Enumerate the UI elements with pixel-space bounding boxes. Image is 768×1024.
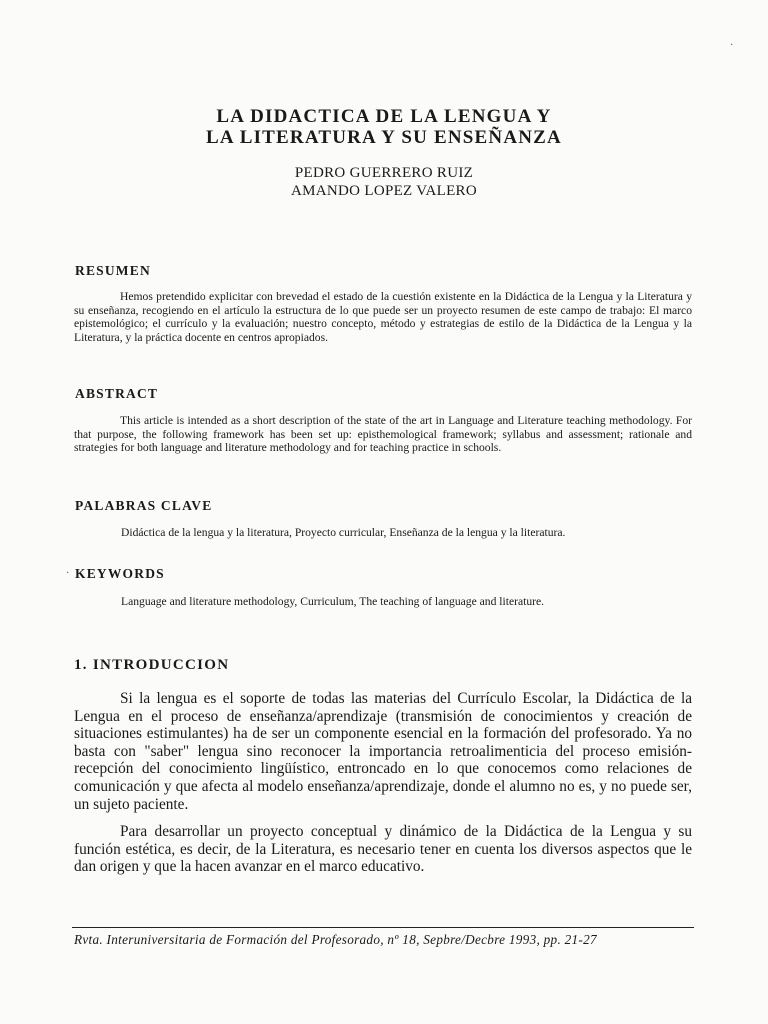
keywords-text: Language and literature methodology, Curriculum, The teaching of language and literature. [121,595,545,608]
article-title [0,106,768,148]
journal-citation: Rvta. Interuniversitaria de Formación del Profesorado, nº 18, Sepbre/Decbre 1993, pp. 21-27 [74,932,597,947]
author-name: AMANDO LOPEZ VALERO [291,183,477,199]
resumen-text: Hemos pretendido explicitar con brevedad el estado de la cuestión existente en la Didáctica de la Lengua y la Literatura y su enseñanza, recogiendo en el artículo la estructura de lo que puede ser un proyecto resumen de este campo de trabajo: El marco epistemológico; el currículo y la evaluación; nuestro concepto, método y estrategias de estilo de la Didáctica de la Lengua y la Literatura, y la práctica docente en centros apropiados. [74,290,692,344]
author-name: PEDRO GUERRERO RUIZ [294,165,474,181]
body-paragraph: Para desarrollar un proyecto conceptual y dinámico de la Didáctica de la Lengua y su función estética, es decir, de la Literatura, es necesario tener en cuenta los diversos aspectos que le dan origen y que la hacen avanzar en el marco educativo. [74,823,692,876]
palabras-clave-text: Didáctica de la lengua y la literatura, Proyecto curricular, Enseñanza de la lengua y la literatura. [121,526,566,539]
title-line-1: LA DIDACTICA DE LA LENGUA Y [216,106,552,127]
resumen-heading: RESUMEN [75,263,151,278]
keywords-heading: KEYWORDS [75,566,165,581]
section-heading-introduccion: 1. INTRODUCCION [74,657,230,673]
palabras-clave-heading: PALABRAS CLAVE [75,498,213,513]
title-line-2: LA LITERATURA Y SU ENSEÑANZA [206,127,562,148]
scan-speck: · [730,40,734,51]
abstract-heading: ABSTRACT [75,386,159,401]
body-paragraph: Si la lengua es el soporte de todas las materias del Currículo Escolar, la Didáctica de la Lengua en el proceso de enseñanza/aprendizaje (transmisión de conocimientos y creación de situaciones estimulantes) ha de ser un componente esencial en la formación del profesorado. Ya no basta con "saber" lengua sino reconocer la importancia retroalimenticia del proceso emisión-recepción del conocimiento lingüístico, entroncado en lo que conocemos como relaciones de comunicación y que afecta al modelo enseñanza/aprendizaje, donde el alumno no es, y no puede ser, un sujeto paciente. [74,690,692,813]
footer-rule [72,927,694,928]
scan-speck: · [66,568,70,579]
abstract-text: This article is intended as a short description of the state of the art in Language and Literature teaching methodology. For that purpose, the following framework has been set up: episthemological framework; syllabus and assessment; rationale and strategies for both language and literature methodology and for teaching practice in schools. [74,414,692,455]
author-list [0,164,768,200]
